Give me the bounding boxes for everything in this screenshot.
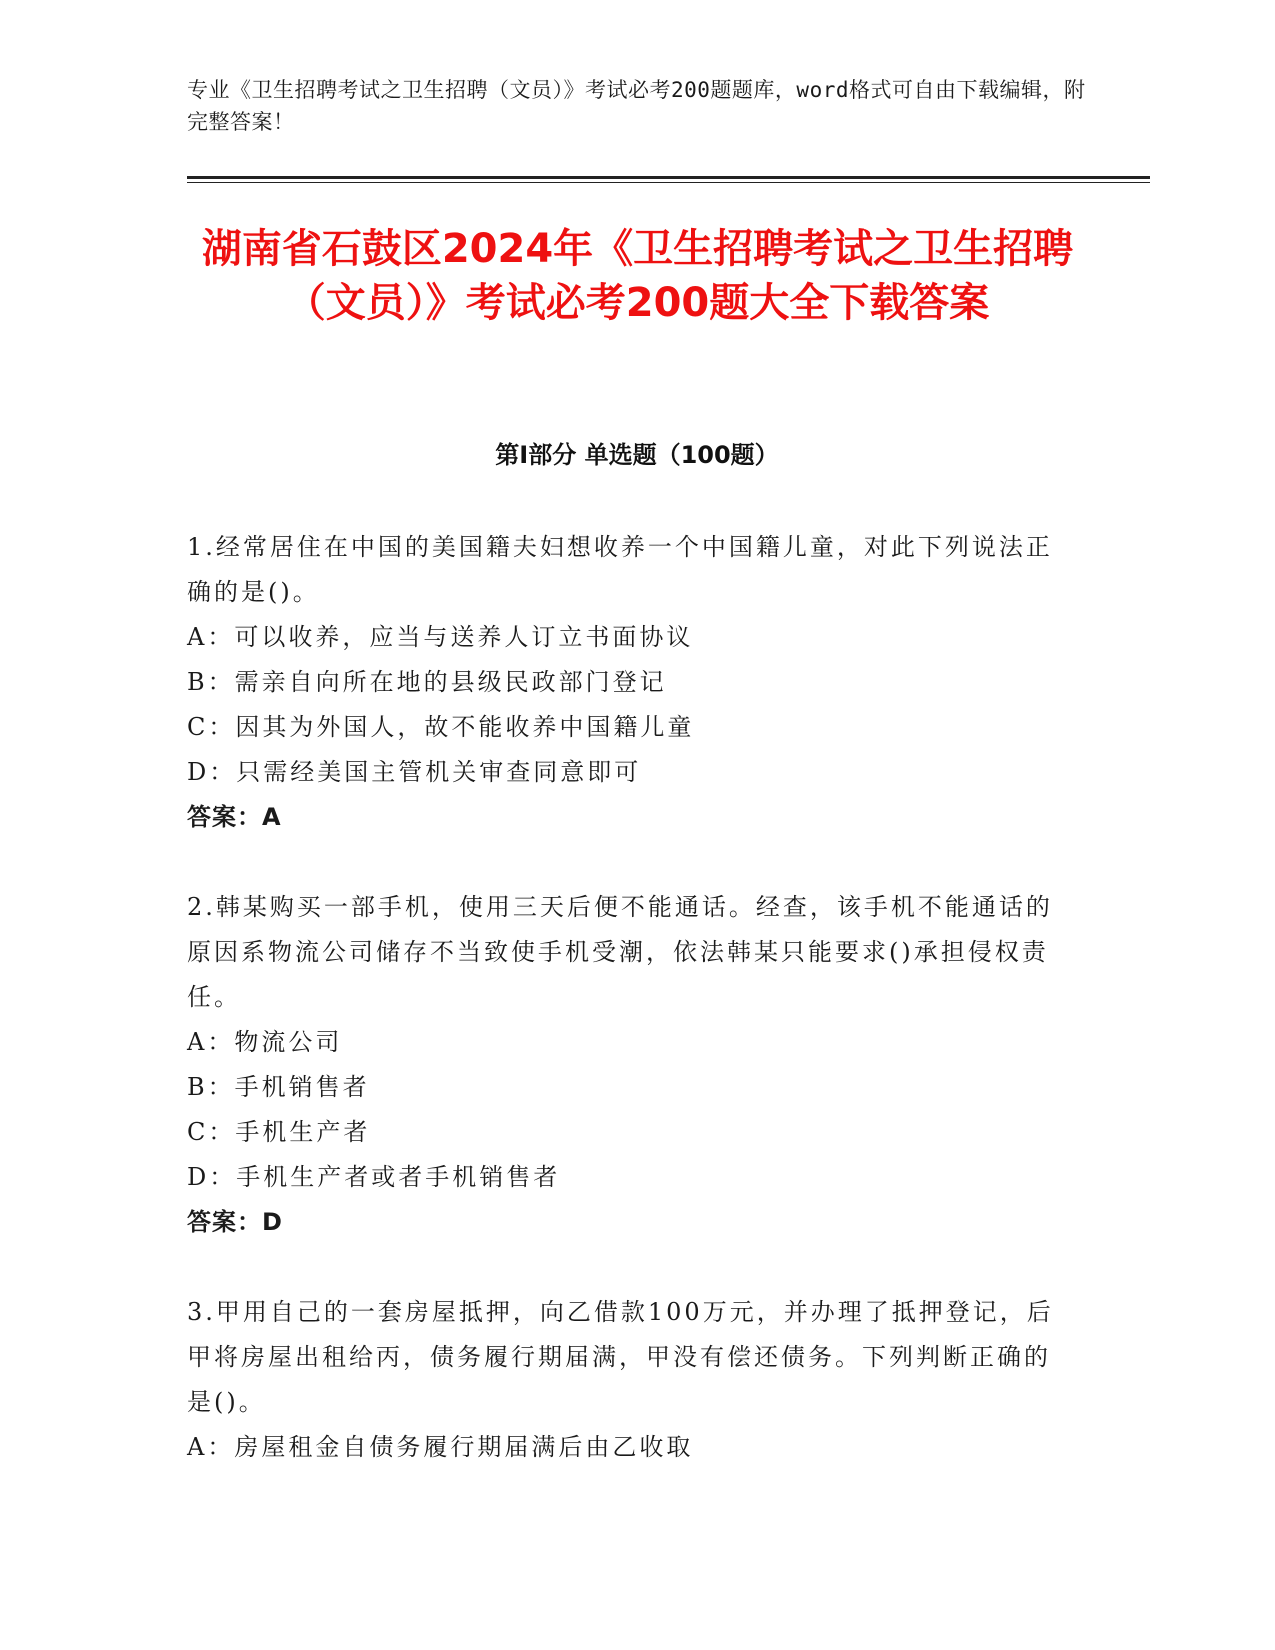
option-c: C：因其为外国人，故不能收养中国籍儿童: [187, 713, 695, 741]
option-c: C：手机生产者: [187, 1118, 371, 1146]
section-title: 第Ⅰ部分 单选题（100题）: [495, 441, 779, 469]
header-divider-thin: [187, 182, 1150, 183]
spacer: [187, 840, 1067, 885]
header-note: 专业《卫生招聘考试之卫生招聘（文员）》考试必考200题题库，word格式可自由下载编辑，附完整答案！: [187, 78, 1086, 134]
option-b: B：手机销售者: [187, 1073, 370, 1101]
header-divider-thick: [187, 176, 1150, 179]
question-1: [187, 525, 1067, 840]
option-d: D：手机生产者或者手机销售者: [187, 1163, 561, 1191]
question-3: [187, 1290, 1067, 1470]
answer-label: 答案：D: [187, 1208, 283, 1236]
document-title: 湖南省石鼓区2024年《卫生招聘考试之卫生招聘（文员）》考试必考200题大全下载答案: [201, 226, 1074, 326]
spacer: [187, 1245, 1067, 1290]
question-stem: 2.韩某购买一部手机，使用三天后便不能通话。经查，该手机不能通话的原因系物流公司储存不当致使手机受潮，依法韩某只能要求()承担侵权责任。: [187, 893, 1053, 1011]
option-a: A：可以收养，应当与送养人订立书面协议: [187, 623, 694, 651]
option-d: D：只需经美国主管机关审查同意即可: [187, 758, 642, 786]
question-stem: 3.甲用自己的一套房屋抵押，向乙借款100万元，并办理了抵押登记，后甲将房屋出租给丙，债务履行期届满，甲没有偿还债务。下列判断正确的是()。: [187, 1298, 1054, 1416]
question-2: [187, 885, 1067, 1245]
option-b: B：需亲自向所在地的县级民政部门登记: [187, 668, 667, 696]
option-a: A：物流公司: [187, 1028, 343, 1056]
question-stem: 1.经常居住在中国的美国籍夫妇想收养一个中国籍儿童，对此下列说法正确的是()。: [187, 533, 1053, 606]
question-list: [187, 525, 1067, 1470]
option-a: A：房屋租金自债务履行期届满后由乙收取: [187, 1433, 694, 1461]
answer-label: 答案：A: [187, 803, 282, 831]
